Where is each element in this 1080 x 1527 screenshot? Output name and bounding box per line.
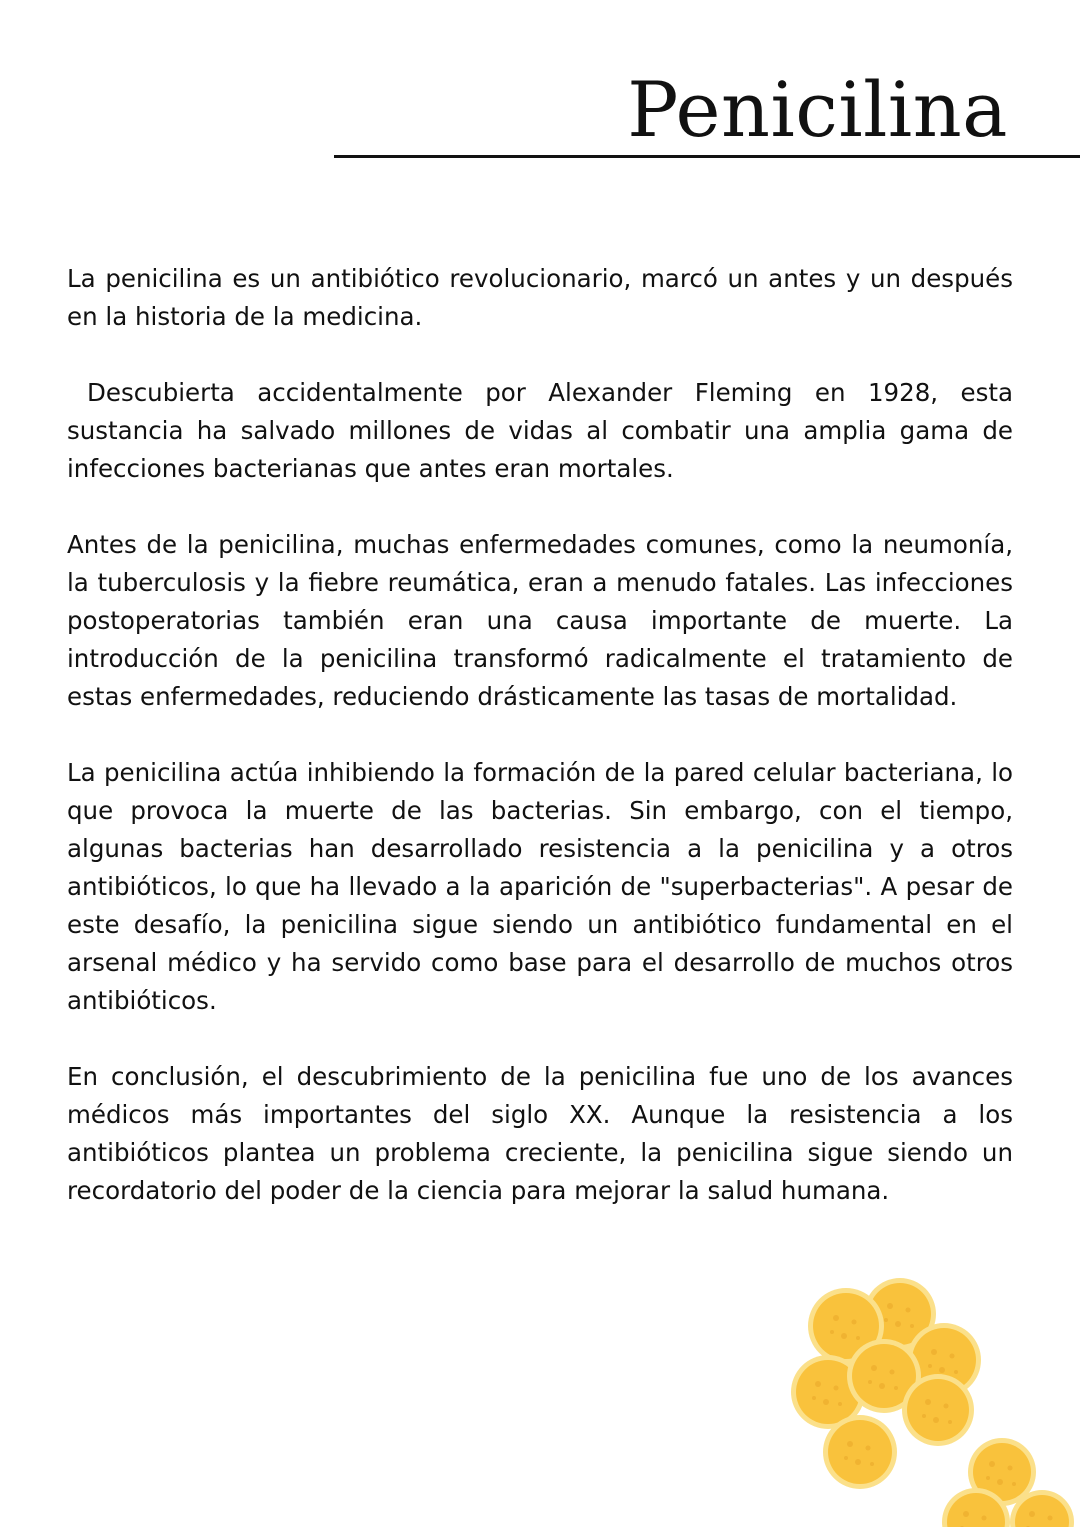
paragraph-discovery: Descubierta accidentalmente por Alexander Fleming en 1928, esta sustancia ha salvado millones de vidas al combatir una amplia gama de infecciones bacterianas que antes eran mortales. [67,378,1013,483]
paragraph-before-penicillin: Antes de la penicilina, muchas enfermedades comunes, como la neumonía, la tuberculosis y la fiebre reumática, eran a menudo fatales. Las infecciones postoperatorias también eran una causa importante de muerte. La introducción de la penicilina transformó radicalmente el tratamiento de estas enfermedades, reduciendo drásticamente las tasas de mortalidad. [67,530,1013,711]
bacteria-cluster-icon [780,1270,1080,1527]
bacteria-cell-icon [823,1415,897,1489]
bacteria-cell-icon [902,1374,974,1446]
title-underline [334,155,1080,158]
document-body [67,260,1013,1248]
page-title: Penicilina [627,65,1008,154]
paragraph-intro: La penicilina es un antibiótico revolucionario, marcó un antes y un después en la historia de la medicina. [67,264,1013,331]
paragraph-conclusion: En conclusión, el descubrimiento de la penicilina fue uno de los avances médicos más importantes del siglo XX. Aunque la resistencia a los antibióticos plantea un problema creciente, la penicilina sigue siendo un recordatorio del poder de la ciencia para mejorar la salud humana. [67,1062,1013,1205]
paragraph-mechanism: La penicilina actúa inhibiendo la formación de la pared celular bacteriana, lo que provoca la muerte de las bacterias. Sin embargo, con el tiempo, algunas bacterias han desarrollado resistencia a la penicilina y a otros antibióticos, lo que ha llevado a la aparición de "superbacterias". A pesar de este desafío, la penicilina sigue siendo un antibiótico fundamental en el arsenal médico y ha servido como base para el desarrollo de muchos otros antibióticos. [67,758,1013,1015]
